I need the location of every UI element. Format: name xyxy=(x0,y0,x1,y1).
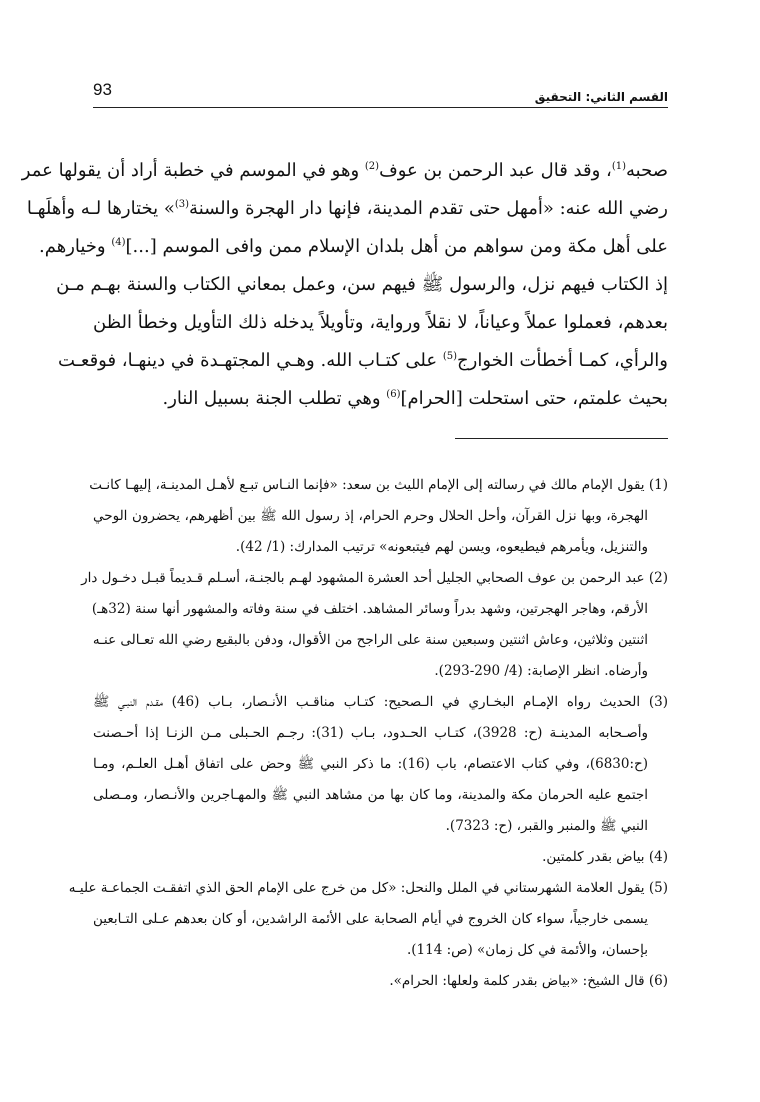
text-segment: وخيارهم. xyxy=(39,236,112,257)
footnote-ref[interactable]: (4) xyxy=(111,237,126,248)
text-segment: بعدهم، فعملوا عملاً وعياناً، لا نقلاً ورواية، وتأويلاً يدخله ذلك التأويل وخطأ الظن xyxy=(93,312,668,333)
footnote-separator xyxy=(455,438,668,439)
footnote-line: بإحسان، والأئمة في كل زمان» (ص: 114). xyxy=(406,942,648,958)
footnote-ref[interactable]: (6) xyxy=(386,389,401,400)
footnotes xyxy=(68,470,668,997)
footnote xyxy=(68,873,668,966)
text-line xyxy=(21,152,668,190)
footnote-line: الهجرة، وبها نزل القرآن، وأحل الحلال وحرم الحرام، إذ رسول الله ﷺ بين أظهرهم، يحضرون الوحي xyxy=(93,508,648,524)
footnote-line: (6) قال الشيخ: «بياض بقدر كلمة ولعلها: الحرام». xyxy=(389,973,668,989)
text-segment: ، وقد قال عبد الرحمن بن عوف xyxy=(379,160,612,181)
page-number: 93 xyxy=(93,80,112,99)
footnote-line: (2) عبد الرحمن بن عوف الصحابي الجليل أحد العشرة المشهود لهـم بالجنـة، أسـلم قـديماً قبـل دخـول دار xyxy=(81,570,668,586)
text-segment: صحبه xyxy=(626,160,668,181)
footnote-line: يسمى خارجياً، سواء كان الخروج في أيام الصحابة على الأئمة الراشدين، أو كان بعدهم عـلى التـابعين xyxy=(93,911,648,927)
text-line xyxy=(39,228,668,266)
footnote xyxy=(93,842,668,873)
text-segment: » يختارها لـه وأهلَهـا xyxy=(26,198,175,219)
footnote-line: الأرقم، وهاجر الهجرتين، وشهد بدراً وسائر المشاهد. اختلف في سنة وفاته والمشهور أنها سنة (32هـ) xyxy=(91,601,648,617)
text-line xyxy=(93,304,668,342)
footnote-ref[interactable]: (5) xyxy=(442,351,458,362)
footnote-line: والتنزيل، ويأمرهم فيطيعوه، ويسن لهم فيتبعونه» ترتيب المدارك: (1/ 42). xyxy=(235,539,648,555)
text-segment: على كتـاب الله. وهـي المجتهـدة في دينهـا، فوقعـت xyxy=(57,350,443,371)
text-segment: والرأي، كمـا أخطأت الخوارج xyxy=(457,350,668,371)
text-segment: بحيث علمتم، حتى استحلت [الحرام] xyxy=(400,388,668,409)
footnote-line: (3) الحديث رواه الإمـام البخـاري في الـصحيح: كتـاب مناقـب الأنـصار، بـاب (46) مقـدم النبـي ﷺ xyxy=(93,694,668,710)
text-line xyxy=(56,266,668,304)
footnote xyxy=(81,563,668,687)
footnote-line: وأرضاه. انظر الإصابة: (4/ 290-293). xyxy=(434,663,648,679)
text-line xyxy=(93,380,668,418)
text-segment: إذ الكتاب فيهم نزل، والرسول ﷺ فيهم سن، وعمل بمعاني الكتاب والسنة بهـم مـن xyxy=(56,274,668,295)
footnote xyxy=(89,470,668,563)
header-rule xyxy=(93,107,668,108)
footnote xyxy=(93,966,668,997)
text-line xyxy=(26,190,668,228)
footnote-line: (ح:6830)، وفي كتاب الاعتصام، باب (16): ما ذكر النبي ﷺ وحض على اتفاق أهـل العلـم، ومـا xyxy=(93,756,648,772)
footnote-line: (1) يقول الإمام مالك في رسالته إلى الإمام الليث بن سعد: «فإنما النـاس تبـع لأهـل المدينـة، إليهـا كانـت xyxy=(89,477,668,493)
text-segment: رضي الله عنه: «أمهل حتى تقدم المدينة، فإنها دار الهجرة والسنة xyxy=(189,198,668,219)
text-segment: وهو في الموسم في خطبة أراد أن يقولها عمر xyxy=(21,160,365,181)
text-segment: وهي تطلب الجنة بسبيل النار. xyxy=(162,388,387,409)
footnote-ref[interactable]: (3) xyxy=(174,199,190,210)
footnote-ref[interactable]: (2) xyxy=(364,161,380,172)
footnote xyxy=(93,687,668,842)
footnote-ref[interactable]: (1) xyxy=(611,161,626,172)
text-line xyxy=(57,342,668,380)
footnote-line: (4) بياض بقدر كلمتين. xyxy=(542,849,668,865)
footnote-line: اثنتين وثلاثين، وعاش اثنتين وسبعين سنة على الراجح من الأقوال، ودفن بالبقيع رضي الله تعـالى عنـه xyxy=(92,632,648,648)
footnote-line: النبي ﷺ والمنبر والقبر، (ح: 7323). xyxy=(445,818,648,834)
footnote-line: وأصـحابه المدينـة (ح: 3928)، كتـاب الحـدود، بـاب (31): رجـم الحـبلى مـن الزنـا إذا أحـصنت xyxy=(93,725,648,741)
running-header: القسم الثاني: التحقيق xyxy=(534,90,668,104)
footnote-line: (5) يقول العلامة الشهرستاني في الملل والنحل: «كل من خرج على الإمام الحق الذي اتفقـت الجماعـة عليـه xyxy=(68,880,668,896)
main-text xyxy=(21,152,668,418)
footnote-line: اجتمع عليه الحرمان مكة والمدينة، وما كان بها من مشاهد النبي ﷺ والمهـاجرين والأنـصار، ومـصلى xyxy=(93,787,648,803)
text-segment: على أهل مكة ومن سواهم من أهل بلدان الإسلام ممن وافى الموسم [...] xyxy=(125,236,668,257)
